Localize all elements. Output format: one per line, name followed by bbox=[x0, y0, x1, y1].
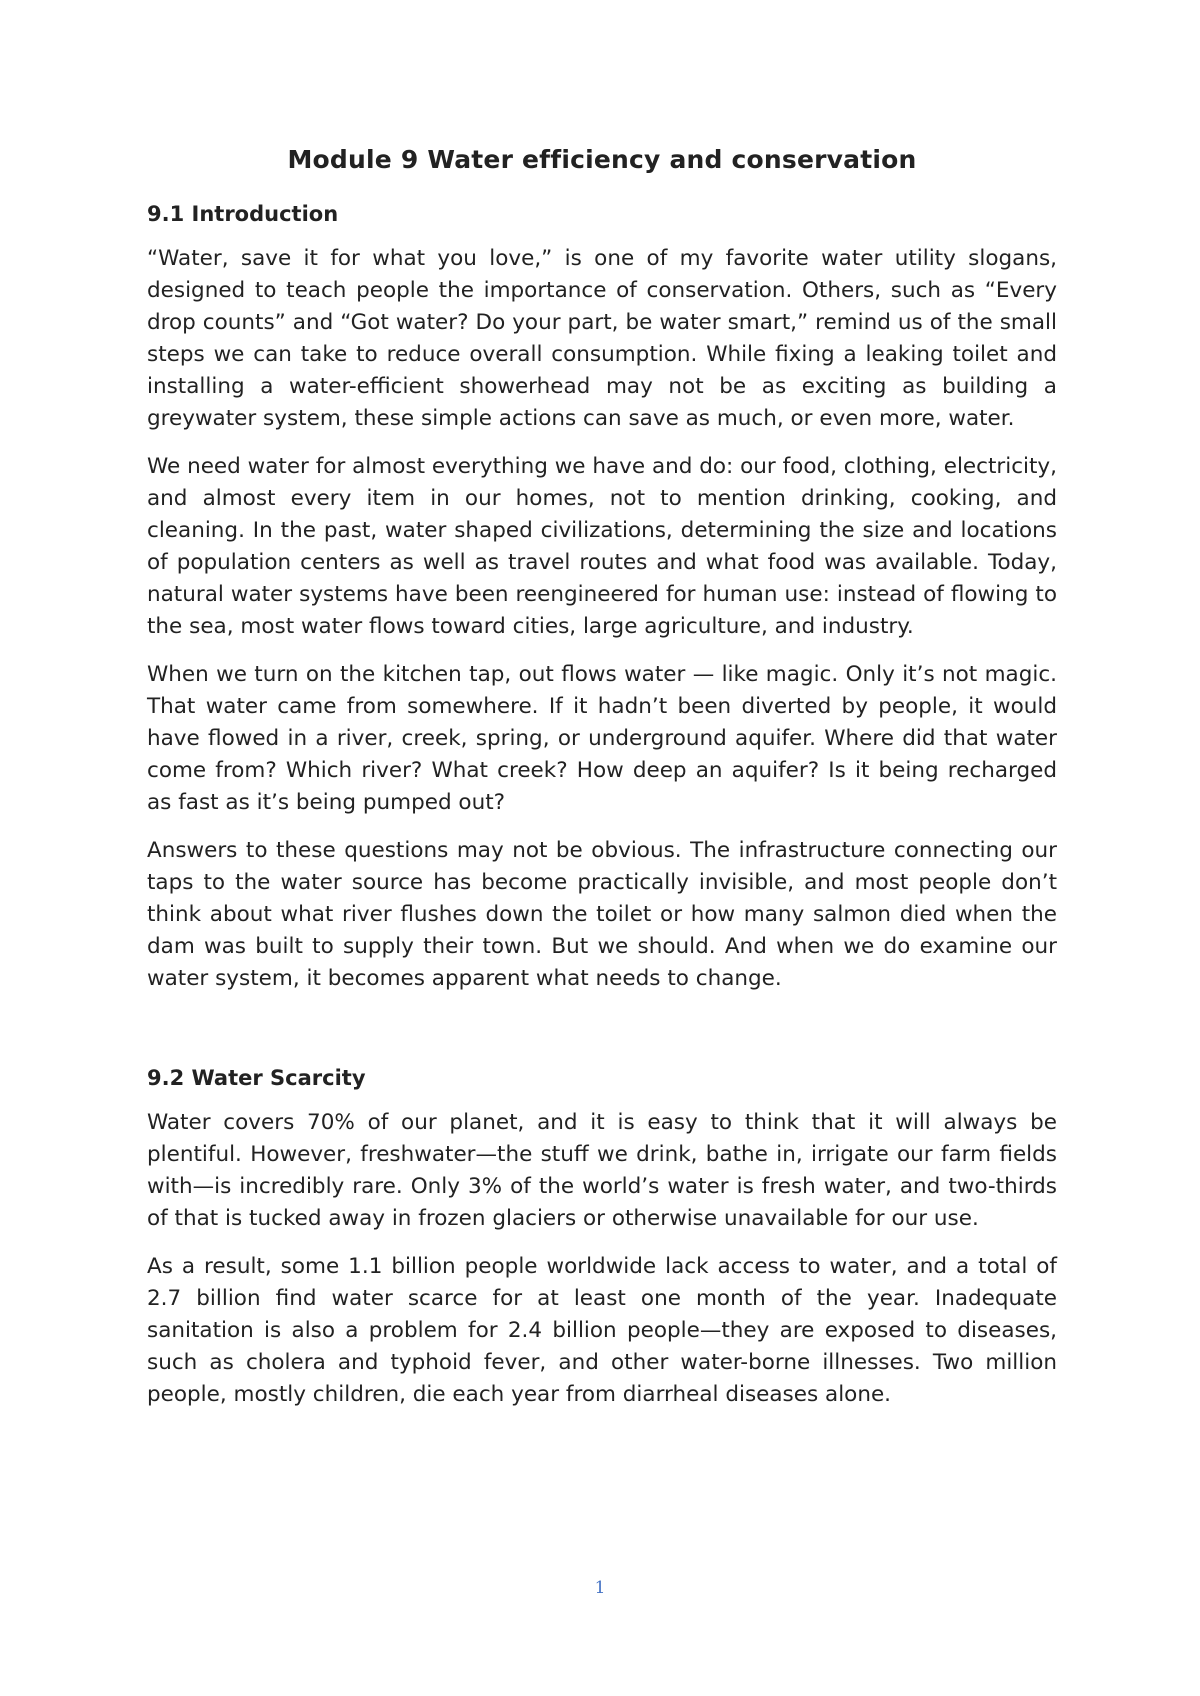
paragraph: Water covers 70% of our planet, and it is easy to think that it will always be plentiful. However, freshwater—the stuff we drink, bathe in, irrigate our farm fields with—is incredibly rare. Only 3% of the world’s water is fresh water, and two-thirds of that is tucked away in frozen glaciers or otherwise unavailable for our use. bbox=[147, 1110, 1057, 1231]
paragraph: As a result, some 1.1 billion people worldwide lack access to water, and a total of 2.7 billion find water scarce for at least one month of the year. Inadequate sanitation is also a problem for 2.4 billion people—they are exposed to diseases, such as cholera and typhoid fever, and other water-borne illnesses. Two million people, mostly children, die each year from diarrheal diseases alone. bbox=[147, 1254, 1057, 1407]
paragraph: Answers to these questions may not be obvious. The infrastructure connecting our taps to the water source has become practically invisible, and most people don’t think about what river flushes down the toilet or how many salmon died when the dam was built to supply their town. But we should. And when we do examine our water system, it becomes apparent what needs to change. bbox=[147, 838, 1057, 991]
paragraph: “Water, save it for what you love,” is one of my favorite water utility slogans, designed to teach people the importance of conservation. Others, such as “Every drop counts” and “Got water? Do your part, be water smart,” remind us of the small steps we can take to reduce overall consumption. While fixing a leaking toilet and installing a water-efficient showerhead may not be as exciting as building a greywater system, these simple actions can save as much, or even more, water. bbox=[147, 246, 1057, 431]
section-introduction bbox=[147, 199, 1057, 995]
page-content bbox=[147, 143, 1057, 1427]
page-number: 1 bbox=[594, 1578, 606, 1598]
paragraph: We need water for almost everything we have and do: our food, clothing, electricity, and almost every item in our homes, not to mention drinking, cooking, and cleaning. In the past, water shaped civilizations, determining the size and locations of population centers as well as travel routes and what food was available. Today, natural water systems have been reengineered for human use: instead of flowing to the sea, most water flows toward cities, large agriculture, and industry. bbox=[147, 454, 1057, 639]
section-heading: 9.2 Water Scarcity bbox=[147, 1066, 366, 1090]
document-title: Module 9 Water efficiency and conservation bbox=[287, 145, 917, 174]
section-spacer bbox=[147, 1011, 1057, 1063]
section-heading: 9.1 Introduction bbox=[147, 202, 339, 226]
paragraph: When we turn on the kitchen tap, out flows water — like magic. Only it’s not magic. That water came from somewhere. If it hadn’t been diverted by people, it would have flowed in a river, creek, spring, or underground aquifer. Where did that water come from? Which river? What creek? How deep an aquifer? Is it being recharged as fast as it’s being pumped out? bbox=[147, 662, 1057, 815]
section-water-scarcity bbox=[147, 1063, 1057, 1411]
